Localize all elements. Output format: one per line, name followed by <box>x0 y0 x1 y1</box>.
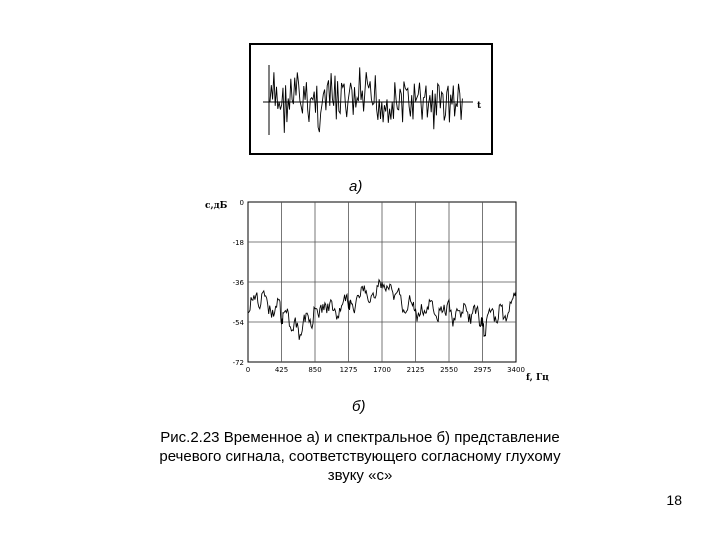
waveform-plot <box>251 45 491 153</box>
sublabel-b: б) <box>352 398 366 415</box>
caption-line-1: Рис.2.23 Временное а) и спектральное б) представление <box>160 429 560 446</box>
x-tick-label: 425 <box>274 366 289 374</box>
x-tick-label: 0 <box>245 366 251 374</box>
page-number: 18 <box>666 492 682 508</box>
y-tick-label: -18 <box>232 239 244 247</box>
spectrum-chart <box>200 190 560 385</box>
y-tick-label: -72 <box>232 359 244 367</box>
x-tick-label: 2975 <box>473 366 492 374</box>
y-axis-title: c,дБ <box>205 201 228 211</box>
x-tick-label: 2550 <box>440 366 458 374</box>
waveform-line <box>270 67 462 132</box>
x-axis-title: f, Гц <box>526 373 549 383</box>
y-tick-label: 0 <box>239 199 244 207</box>
x-tick-label: 850 <box>308 366 322 374</box>
sublabel-a: а) <box>349 178 363 195</box>
waveform-frame <box>249 43 493 155</box>
y-tick-label: -54 <box>232 319 244 327</box>
caption-line-2: речевого сигнала, соответствующего согласному глухому <box>159 448 561 465</box>
x-tick-label: 1275 <box>339 366 358 374</box>
x-tick-label: 2125 <box>406 366 425 374</box>
figure-caption <box>110 428 610 485</box>
time-axis-label: t <box>477 101 482 111</box>
y-tick-label: -36 <box>232 279 244 287</box>
x-tick-label: 1700 <box>373 366 391 374</box>
spectrum-plot <box>200 190 560 385</box>
caption-line-3: звуку «с» <box>327 467 393 484</box>
x-tick-label: 3400 <box>507 366 525 374</box>
